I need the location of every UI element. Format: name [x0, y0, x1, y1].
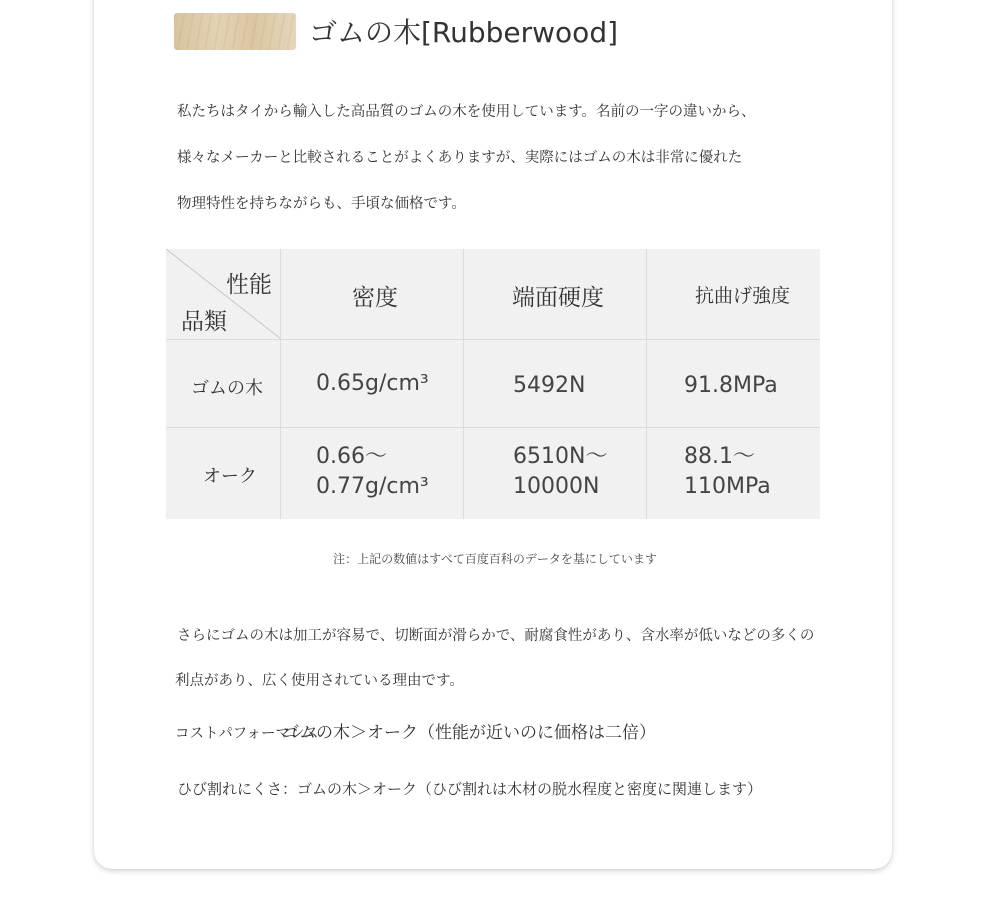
row-header-oak: オーク: [203, 466, 257, 487]
cell-oak-hardness-line2: 10000N: [513, 474, 600, 499]
cell-oak-hardness-line1: 6510N～: [513, 444, 608, 469]
intro-line-2: 様々なメーカーと比較されることがよくありますが、実際にはゴムの木は非常に優れた: [177, 150, 743, 166]
cell-oak-density-line1: 0.66～: [316, 444, 387, 469]
rubberwood-swatch-image: [174, 13, 296, 50]
table-divider: [463, 249, 464, 519]
table-divider: [646, 249, 647, 519]
section-title: ゴムの木[Rubberwood]: [309, 16, 619, 49]
table-divider: [280, 249, 281, 519]
cost-performance-value: ゴムの木＞オーク（性能が近いのに価格は二倍）: [282, 723, 656, 743]
cell-oak-bending-line1: 88.1～: [684, 444, 755, 469]
table-divider: [166, 427, 820, 428]
column-header-bending: 抗曲げ強度: [695, 285, 791, 307]
intro-line-1: 私たちはタイから輸入した高品質のゴムの木を使用しています。名前の一字の違いから、: [177, 104, 756, 120]
cell-oak-density-line2: 0.77g/cm³: [316, 474, 429, 499]
comparison-table: [166, 249, 820, 519]
column-header-density: 密度: [352, 285, 398, 311]
body-line-1: さらにゴムの木は加工が容易で、切断面が滑らかで、耐腐食性があり、含水率が低いなどの多くの: [177, 628, 815, 644]
cell-rubberwood-hardness: 5492N: [513, 373, 586, 398]
crack-resistance-line: ひび割れにくさ：ゴムの木＞オーク（ひび割れは木材の脱水程度と密度に関連します）: [177, 780, 763, 798]
cell-rubberwood-bending: 91.8MPa: [684, 373, 778, 398]
table-divider: [166, 339, 820, 340]
cost-performance-label: コストパフォーマンス: [175, 726, 319, 742]
table-footnote: 注：上記の数値はすべて百度百科のデータを基にしています: [333, 552, 657, 566]
row-header-rubberwood: ゴムの木: [191, 378, 263, 399]
intro-line-3: 物理特性を持ちながらも、手頃な価格です。: [177, 196, 466, 212]
column-header-hardness: 端面硬度: [512, 285, 604, 311]
cell-oak-bending-line2: 110MPa: [684, 474, 771, 499]
cell-rubberwood-density: 0.65g/cm³: [316, 371, 429, 396]
body-line-2: 利点があり、広く使用されている理由です。: [175, 673, 464, 689]
corner-header-property: 性能: [226, 272, 272, 298]
corner-header-type: 品類: [181, 309, 227, 335]
